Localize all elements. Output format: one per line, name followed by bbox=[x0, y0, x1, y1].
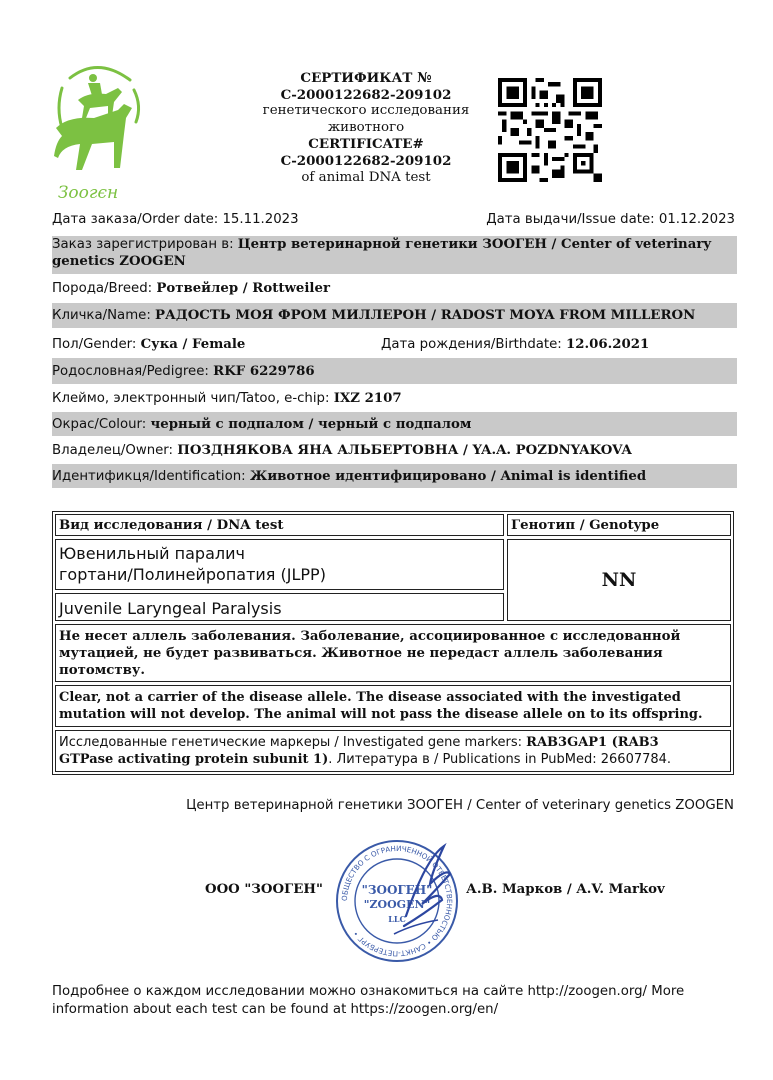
svg-text:ОБЩЕСТВО С ОГРАНИЧЕННОЙ ОТВЕТС: ОБЩЕСТВО С ОГРАНИЧЕННОЙ ОТВЕТСТВЕННОСТЬЮ • САНКТ-ПЕТЕРБУРГ • bbox=[339, 843, 455, 959]
more-info-line2: information about each test can be found at https://zoogen.org/en/ bbox=[52, 1002, 499, 1017]
markers-gene-2: GTPase activating protein subunit 1) bbox=[59, 752, 329, 767]
name-label: Кличка/Name: bbox=[52, 308, 151, 323]
breed-row bbox=[52, 280, 737, 297]
result-ru-3: потомству. bbox=[59, 663, 145, 678]
markers-cell bbox=[55, 730, 731, 772]
result-ru-1: Не несет аллель заболевания. Заболевание, ассоциированное с исследованной bbox=[59, 629, 681, 644]
cert-desc-ru-2: животного bbox=[327, 119, 405, 135]
registered-row bbox=[52, 236, 737, 274]
header-genotype-cell bbox=[507, 514, 731, 536]
test-en: Juvenile Laryngeal Paralysis bbox=[59, 599, 282, 618]
pedigree-label: Родословная/Pedigree: bbox=[52, 364, 209, 379]
markers-gene: RAB3GAP1 (RAB3 bbox=[526, 735, 659, 750]
genotype-value: NN bbox=[601, 569, 637, 591]
pedigree-row bbox=[52, 358, 737, 384]
gender-value: Сука / Female bbox=[140, 337, 246, 352]
gender-label: Пол/Gender: bbox=[52, 337, 137, 352]
colour-label: Окрас/Colour: bbox=[52, 417, 147, 432]
cert-desc-en: of animal DNA test bbox=[301, 169, 431, 185]
cert-number-en: C-2000122682-209102 bbox=[280, 152, 452, 169]
name-value: РАДОСТЬ МОЯ ФРОМ МИЛЛЕРОН / RADOST MOYA FROM MILLERON bbox=[155, 308, 696, 323]
registered-value-2: genetics ZOOGEN bbox=[52, 254, 186, 269]
chip-row bbox=[52, 390, 737, 407]
result-en-1: Clear, not a carrier of the disease allele. The disease associated with the investigated bbox=[59, 690, 681, 705]
birth-value: 12.06.2021 bbox=[566, 337, 650, 352]
svg-text:LLC: LLC bbox=[388, 914, 406, 924]
col-genotype-header: Генотип / Genotype bbox=[511, 518, 660, 533]
identification-row bbox=[52, 464, 737, 488]
signer-name: А.В. Марков / A.V. Markov bbox=[466, 882, 665, 897]
result-en-cell bbox=[55, 685, 731, 727]
svg-text:"ЗООГЕН": "ЗООГЕН" bbox=[361, 883, 433, 897]
center-name: Центр ветеринарной генетики ЗООГЕН / Center of veterinary genetics ZOOGEN bbox=[186, 798, 734, 813]
markers-label: Исследованные генетические маркеры / Investigated gene markers: bbox=[59, 735, 527, 750]
header-test-cell bbox=[55, 514, 504, 536]
svg-text:Зоогєн: Зоогєн bbox=[57, 183, 119, 203]
result-en-2: mutation will not develop. The animal will not pass the disease allele on to its offspring. bbox=[59, 707, 703, 722]
svg-text:"ZOOGEN": "ZOOGEN" bbox=[363, 898, 431, 911]
gender-row bbox=[52, 336, 737, 353]
cert-label-en: CERTIFICATE# bbox=[308, 136, 424, 153]
more-info-text bbox=[52, 983, 732, 1019]
qr-code[interactable] bbox=[498, 78, 602, 182]
result-ru-2: мутацией, не будет развиваться. Животное не передаст аллель заболевания bbox=[59, 646, 663, 661]
col-test-header: Вид исследования / DNA test bbox=[59, 518, 284, 533]
owner-label: Владелец/Owner: bbox=[52, 443, 174, 458]
birth-label: Дата рождения/Birthdate: bbox=[381, 337, 562, 352]
zoogen-logo bbox=[48, 58, 148, 203]
registered-label: Заказ зарегистрирован в: bbox=[52, 237, 234, 252]
identification-label: Идентификця/Identification: bbox=[52, 469, 246, 484]
cert-desc-ru-1: генетического исследования bbox=[262, 103, 470, 119]
test-name-en-cell bbox=[55, 593, 504, 621]
more-info-line1: Подробнее о каждом исследовании можно ознакомиться на сайте http://zoogen.org/ More bbox=[52, 984, 685, 999]
registered-value: Центр ветеринарной генетики ЗООГЕН / Center of veterinary bbox=[237, 237, 712, 252]
cert-number-ru: C-2000122682-209102 bbox=[280, 86, 452, 103]
breed-value: Ротвейлер / Rottweiler bbox=[156, 281, 330, 296]
markers-publications: . Литература в / Publications in PubMed: 26607784. bbox=[328, 752, 672, 767]
order-date: Дата заказа/Order date: 15.11.2023 bbox=[52, 212, 299, 227]
company-name: ООО "ЗООГЕН" bbox=[205, 882, 323, 897]
certificate-title bbox=[248, 70, 484, 186]
name-row bbox=[52, 303, 737, 328]
test-ru-line2: гортани/Полинейропатия (JLPP) bbox=[59, 565, 326, 584]
issue-date: Дата выдачи/Issue date: 01.12.2023 bbox=[486, 212, 735, 227]
owner-row bbox=[52, 442, 737, 459]
test-name-ru-cell bbox=[55, 539, 504, 590]
company-seal-stamp bbox=[334, 838, 460, 964]
colour-row bbox=[52, 412, 737, 436]
colour-value: черный с подпалом / черный с подпалом bbox=[150, 417, 472, 432]
dates-row bbox=[52, 211, 737, 228]
chip-label: Клеймо, электронный чип/Tatoo, e-chip: bbox=[52, 391, 330, 406]
pedigree-value: RKF 6229786 bbox=[213, 364, 315, 379]
result-ru-cell bbox=[55, 624, 731, 682]
owner-value: ПОЗДНЯКОВА ЯНА АЛЬБЕРТОВНА / YA.A. POZDNYAKOVA bbox=[177, 443, 632, 458]
breed-label: Порода/Breed: bbox=[52, 281, 153, 296]
genotype-cell bbox=[507, 539, 731, 621]
cert-label-ru: СЕРТИФИКАТ № bbox=[300, 70, 432, 86]
chip-value: IXZ 2107 bbox=[333, 391, 402, 406]
identification-value: Животное идентифицировано / Animal is identified bbox=[249, 469, 647, 484]
test-ru-line1: Ювенильный паралич bbox=[59, 544, 245, 563]
